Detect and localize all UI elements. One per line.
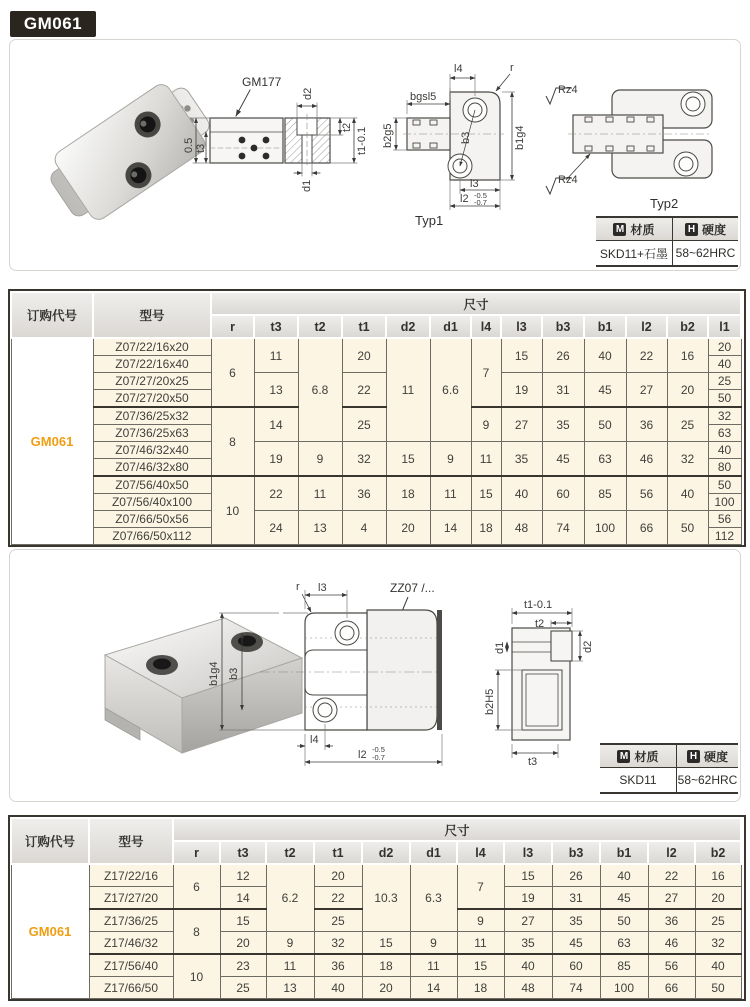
column-header: t2 [298, 315, 342, 338]
dimension-cell: 6 [173, 864, 220, 909]
column-header: 尺寸 [173, 818, 741, 841]
dimension-cell: 11 [386, 338, 430, 442]
dimension-cell: 20 [708, 338, 741, 356]
dimension-cell: 9 [457, 909, 504, 932]
dimension-cell: 40 [584, 338, 626, 373]
column-header: t1 [314, 841, 362, 864]
typ1-view [382, 62, 526, 228]
material-icon: M [613, 223, 626, 236]
dimension-cell: 9 [266, 932, 314, 955]
dimension-cell: 25 [708, 373, 741, 390]
dimension-cell: 10.3 [362, 864, 410, 932]
dim-d1-side: d1 [494, 641, 506, 654]
dimension-cell: 27 [504, 909, 552, 932]
column-header: t3 [254, 315, 298, 338]
dimension-cell: 23 [220, 954, 266, 977]
model-cell: Z07/27/20x50 [93, 390, 211, 408]
table-row [11, 373, 741, 390]
spec-table-2 [10, 817, 742, 999]
model-cell: Z07/56/40x50 [93, 476, 211, 494]
column-header: l2 [648, 841, 695, 864]
column-header: b2 [667, 315, 708, 338]
dimension-cell: 11 [266, 954, 314, 977]
column-header: r [173, 841, 220, 864]
dim-0p5: 0.5 [183, 137, 195, 153]
material-table-1 [596, 216, 738, 267]
dim-l4-front: l4 [310, 734, 319, 746]
dimension-cell: 32 [695, 932, 741, 955]
dimension-cell: 6 [211, 338, 254, 407]
table-row [11, 476, 741, 494]
order-code-cell: GM061 [11, 864, 89, 999]
dimension-cell: 20 [220, 932, 266, 955]
dimension-cell: 22 [342, 373, 386, 408]
order-code-cell: GM061 [11, 338, 93, 545]
dimension-cell: 6.2 [266, 864, 314, 932]
dimension-cell: 36 [342, 476, 386, 511]
column-header: t2 [266, 841, 314, 864]
dimension-cell: 9 [471, 407, 501, 442]
hardness-value: 58~62HRC [677, 773, 738, 787]
dim-bgsl5: bgsl5 [410, 91, 437, 103]
dimension-cell: 36 [626, 407, 667, 442]
dimension-cell: 27 [501, 407, 542, 442]
material-table-2 [600, 743, 738, 794]
column-header: 尺寸 [211, 292, 741, 315]
dimension-cell: 40 [501, 476, 542, 511]
dimension-cell: 11 [457, 932, 504, 955]
model-cell: Z07/36/25x32 [93, 407, 211, 425]
column-header: b2 [695, 841, 741, 864]
dim-l2-tol-upper: -0.5 [474, 191, 487, 200]
spec-table-2-wrapper [8, 815, 746, 1001]
dimension-cell: 14 [220, 887, 266, 910]
dimension-cell: 11 [430, 476, 471, 511]
dimension-cell: 56 [626, 476, 667, 511]
model-cell: Z07/22/16x20 [93, 338, 211, 356]
dim-b3-front: b3 [228, 667, 240, 680]
model-cell: Z17/27/20 [89, 887, 173, 910]
column-header: b1 [584, 315, 626, 338]
hardness-icon: H [685, 223, 698, 236]
dimension-cell: 50 [667, 511, 708, 545]
model-cell: Z07/46/32x80 [93, 459, 211, 477]
dim-b1g4-typ1: b1g4 [514, 125, 526, 150]
dimension-cell: 46 [648, 932, 695, 955]
dimension-cell: 48 [504, 977, 552, 999]
dimension-cell: 40 [314, 977, 362, 999]
dimension-cell: 6.6 [430, 338, 471, 442]
dimension-cell: 40 [695, 954, 741, 977]
dim-t3-side: t3 [528, 756, 538, 768]
dimension-cell: 25 [220, 977, 266, 999]
dim-r-typ1: r [510, 62, 514, 74]
dim-t1: t1-0.1 [356, 126, 368, 155]
dimension-cell: 12 [220, 864, 266, 887]
dimension-cell: 40 [708, 356, 741, 373]
model-cell: Z17/46/32 [89, 932, 173, 955]
dimension-cell: 63 [708, 425, 741, 442]
dimension-cell: 74 [542, 511, 584, 545]
model-cell: Z07/66/50x56 [93, 511, 211, 528]
hardness-value: 58~62HRC [675, 246, 736, 260]
dimension-cell: 13 [298, 511, 342, 545]
dimension-cell: 25 [342, 407, 386, 442]
dimension-cell: 7 [457, 864, 504, 909]
material-value: SKD11+石墨 [596, 241, 673, 265]
dim-b1g4-front: b1g4 [208, 661, 220, 686]
table-row [11, 864, 741, 887]
column-header: 型号 [89, 818, 173, 864]
hardness-header: 硬度 [703, 749, 728, 764]
dimension-cell: 63 [600, 932, 648, 955]
dim-b3-typ1: b3 [460, 131, 472, 144]
model-cell: Z07/46/32x40 [93, 442, 211, 459]
dimension-cell: 40 [708, 442, 741, 459]
dimension-cell: 14 [430, 511, 471, 545]
cross-section-view [183, 75, 368, 192]
section2-drawing-panel [9, 549, 741, 802]
dimension-cell: 50 [708, 476, 741, 494]
model-cell: Z07/27/20x25 [93, 373, 211, 390]
dimension-cell: 32 [314, 932, 362, 955]
table-row [11, 338, 741, 356]
dimension-cell: 22 [314, 887, 362, 910]
column-header: l3 [501, 315, 542, 338]
dimension-cell: 11 [298, 476, 342, 511]
dimension-cell: 80 [708, 459, 741, 477]
dimension-cell: 18 [362, 954, 410, 977]
3d-part-photo-2 [105, 618, 302, 753]
roughness-rz4-top: Rz4 [558, 84, 578, 96]
dimension-cell: 15 [504, 864, 552, 887]
dimension-cell: 20 [342, 338, 386, 373]
column-header: t1 [342, 315, 386, 338]
dim-d2: d2 [302, 87, 314, 100]
spec-table-1-wrapper [8, 289, 746, 547]
dimension-cell: 22 [626, 338, 667, 373]
dimension-cell: 18 [457, 977, 504, 999]
dimension-cell: 35 [552, 909, 600, 932]
dimension-cell: 63 [584, 442, 626, 477]
column-header: l2 [626, 315, 667, 338]
dimension-cell: 35 [504, 932, 552, 955]
dimension-cell: 24 [254, 511, 298, 545]
dim-b2h5-side: b2H5 [484, 688, 496, 715]
dim-l3-typ1: l3 [470, 178, 479, 190]
table-row [11, 954, 741, 977]
dimension-cell: 20 [667, 373, 708, 408]
dimension-cell: 85 [584, 476, 626, 511]
dimension-cell: 11 [254, 338, 298, 373]
material-icon: M [617, 750, 630, 763]
dimension-cell: 16 [695, 864, 741, 887]
dimension-cell: 100 [584, 511, 626, 545]
dimension-cell: 45 [584, 373, 626, 408]
dimension-cell: 19 [504, 887, 552, 910]
dimension-cell: 22 [254, 476, 298, 511]
typ2-label: Typ2 [650, 196, 679, 211]
model-cell: Z07/66/50x112 [93, 528, 211, 545]
column-header: d1 [410, 841, 457, 864]
dimension-cell: 48 [501, 511, 542, 545]
hardness-icon: H [687, 750, 700, 763]
dimension-cell: 35 [542, 407, 584, 442]
dimension-cell: 50 [695, 977, 741, 999]
column-header: r [211, 315, 254, 338]
dimension-cell: 6.8 [298, 338, 342, 442]
dimension-cell: 50 [584, 407, 626, 442]
dimension-cell: 7 [471, 338, 501, 407]
column-header: b3 [552, 841, 600, 864]
hardness-header: 硬度 [701, 222, 726, 237]
model-cell: Z07/22/16x40 [93, 356, 211, 373]
dim-l2-tol-lower: -0.7 [474, 198, 487, 207]
column-header: 型号 [93, 292, 211, 338]
dimension-cell: 10 [173, 954, 220, 999]
column-header: d2 [386, 315, 430, 338]
dimension-cell: 18 [471, 511, 501, 545]
dim-l2-tol-upper-2: -0.5 [372, 745, 385, 754]
dim-r-front: r [296, 581, 300, 593]
column-header: 订购代号 [11, 292, 93, 338]
dimension-cell: 15 [220, 909, 266, 932]
column-header: b1 [600, 841, 648, 864]
dimension-cell: 27 [626, 373, 667, 408]
dimension-cell: 50 [600, 909, 648, 932]
dimension-cell: 13 [254, 373, 298, 408]
dimension-cell: 45 [552, 932, 600, 955]
dimension-cell: 36 [648, 909, 695, 932]
dimension-cell: 60 [552, 954, 600, 977]
dimension-cell: 40 [600, 864, 648, 887]
dimension-cell: 9 [298, 442, 342, 477]
dim-t2: t2 [341, 122, 353, 132]
dimension-cell: 25 [667, 407, 708, 442]
typ2-view [546, 84, 712, 211]
dimension-cell: 15 [471, 476, 501, 511]
dimension-cell: 8 [211, 407, 254, 476]
column-header: t3 [220, 841, 266, 864]
dimension-cell: 6.3 [410, 864, 457, 932]
dimension-cell: 14 [254, 407, 298, 442]
dimension-cell: 66 [648, 977, 695, 999]
dimension-cell: 35 [501, 442, 542, 477]
column-header: l3 [504, 841, 552, 864]
dimension-cell: 100 [600, 977, 648, 999]
dimension-cell: 20 [386, 511, 430, 545]
dim-l2-tol-lower-2: -0.7 [372, 753, 385, 762]
dimension-cell: 15 [386, 442, 430, 477]
dimension-cell: 45 [600, 887, 648, 910]
dimension-cell: 32 [667, 442, 708, 477]
side-view [484, 599, 594, 768]
dimension-cell: 4 [342, 511, 386, 545]
dimension-cell: 15 [362, 932, 410, 955]
dimension-cell: 100 [708, 494, 741, 511]
dimension-cell: 46 [626, 442, 667, 477]
table-row [11, 977, 741, 999]
material-header: 材质 [634, 749, 659, 764]
column-header: l1 [708, 315, 741, 338]
table-row [11, 511, 741, 528]
dim-t3: t3 [195, 143, 207, 153]
page-code-badge: GM061 [10, 11, 96, 37]
dimension-cell: 26 [542, 338, 584, 373]
column-header: d2 [362, 841, 410, 864]
dimension-cell: 26 [552, 864, 600, 887]
dimension-cell: 36 [314, 954, 362, 977]
zz07-callout-label: ZZ07 /... [390, 581, 435, 595]
dimension-cell: 20 [314, 864, 362, 887]
dimension-cell: 25 [695, 909, 741, 932]
dim-l4-typ1: l4 [454, 63, 463, 75]
dimension-cell: 20 [362, 977, 410, 999]
dimension-cell: 85 [600, 954, 648, 977]
table-row [11, 932, 741, 955]
dimension-cell: 56 [648, 954, 695, 977]
dim-t2-side: t2 [535, 618, 545, 630]
dim-d1: d1 [301, 179, 313, 192]
dimension-cell: 13 [266, 977, 314, 999]
dim-l2-front: l2 [358, 749, 367, 761]
column-header: l4 [471, 315, 501, 338]
dimension-cell: 31 [552, 887, 600, 910]
section1-drawing-panel [9, 39, 741, 271]
table-row [11, 407, 741, 425]
column-header: b3 [542, 315, 584, 338]
dimension-cell: 15 [457, 954, 504, 977]
dim-t1-side: t1-0.1 [524, 599, 553, 611]
material-value: SKD11 [600, 768, 677, 792]
dimension-cell: 11 [471, 442, 501, 477]
dim-l3-front: l3 [318, 582, 327, 594]
model-cell: Z17/66/50 [89, 977, 173, 999]
model-cell: Z07/56/40x100 [93, 494, 211, 511]
dimension-cell: 15 [501, 338, 542, 373]
column-header: d1 [430, 315, 471, 338]
dimension-cell: 56 [708, 511, 741, 528]
dimension-cell: 60 [542, 476, 584, 511]
dimension-cell: 22 [648, 864, 695, 887]
dimension-cell: 25 [314, 909, 362, 932]
gm177-callout-label: GM177 [242, 75, 282, 89]
table-row [11, 442, 741, 459]
dimension-cell: 9 [430, 442, 471, 477]
column-header: 订购代号 [11, 818, 89, 864]
dimension-cell: 9 [410, 932, 457, 955]
dimension-cell: 19 [501, 373, 542, 408]
dimension-cell: 40 [504, 954, 552, 977]
dimension-cell: 40 [667, 476, 708, 511]
dimension-cell: 14 [410, 977, 457, 999]
column-header: l4 [457, 841, 504, 864]
typ1-label: Typ1 [415, 213, 444, 228]
dimension-cell: 45 [542, 442, 584, 477]
dimension-cell: 19 [254, 442, 298, 477]
dim-d2-side: d2 [582, 640, 594, 653]
dimension-cell: 11 [410, 954, 457, 977]
dimension-cell: 32 [342, 442, 386, 477]
model-cell: Z17/22/16 [89, 864, 173, 887]
dim-b2g5: b2g5 [382, 123, 394, 148]
material-header: 材质 [630, 222, 655, 237]
model-cell: Z17/56/40 [89, 954, 173, 977]
model-cell: Z07/36/25x63 [93, 425, 211, 442]
dimension-cell: 20 [695, 887, 741, 910]
dimension-cell: 74 [552, 977, 600, 999]
dimension-cell: 18 [386, 476, 430, 511]
dim-l2-typ1: l2 [460, 193, 469, 205]
dimension-cell: 31 [542, 373, 584, 408]
roughness-rz4-bottom: Rz4 [558, 174, 578, 186]
dimension-cell: 112 [708, 528, 741, 545]
spec-table-1 [10, 291, 742, 545]
dimension-cell: 27 [648, 887, 695, 910]
dimension-cell: 32 [708, 407, 741, 425]
dimension-cell: 16 [667, 338, 708, 373]
dimension-cell: 10 [211, 476, 254, 545]
model-cell: Z17/36/25 [89, 909, 173, 932]
dimension-cell: 50 [708, 390, 741, 408]
dimension-cell: 8 [173, 909, 220, 954]
dimension-cell: 66 [626, 511, 667, 545]
